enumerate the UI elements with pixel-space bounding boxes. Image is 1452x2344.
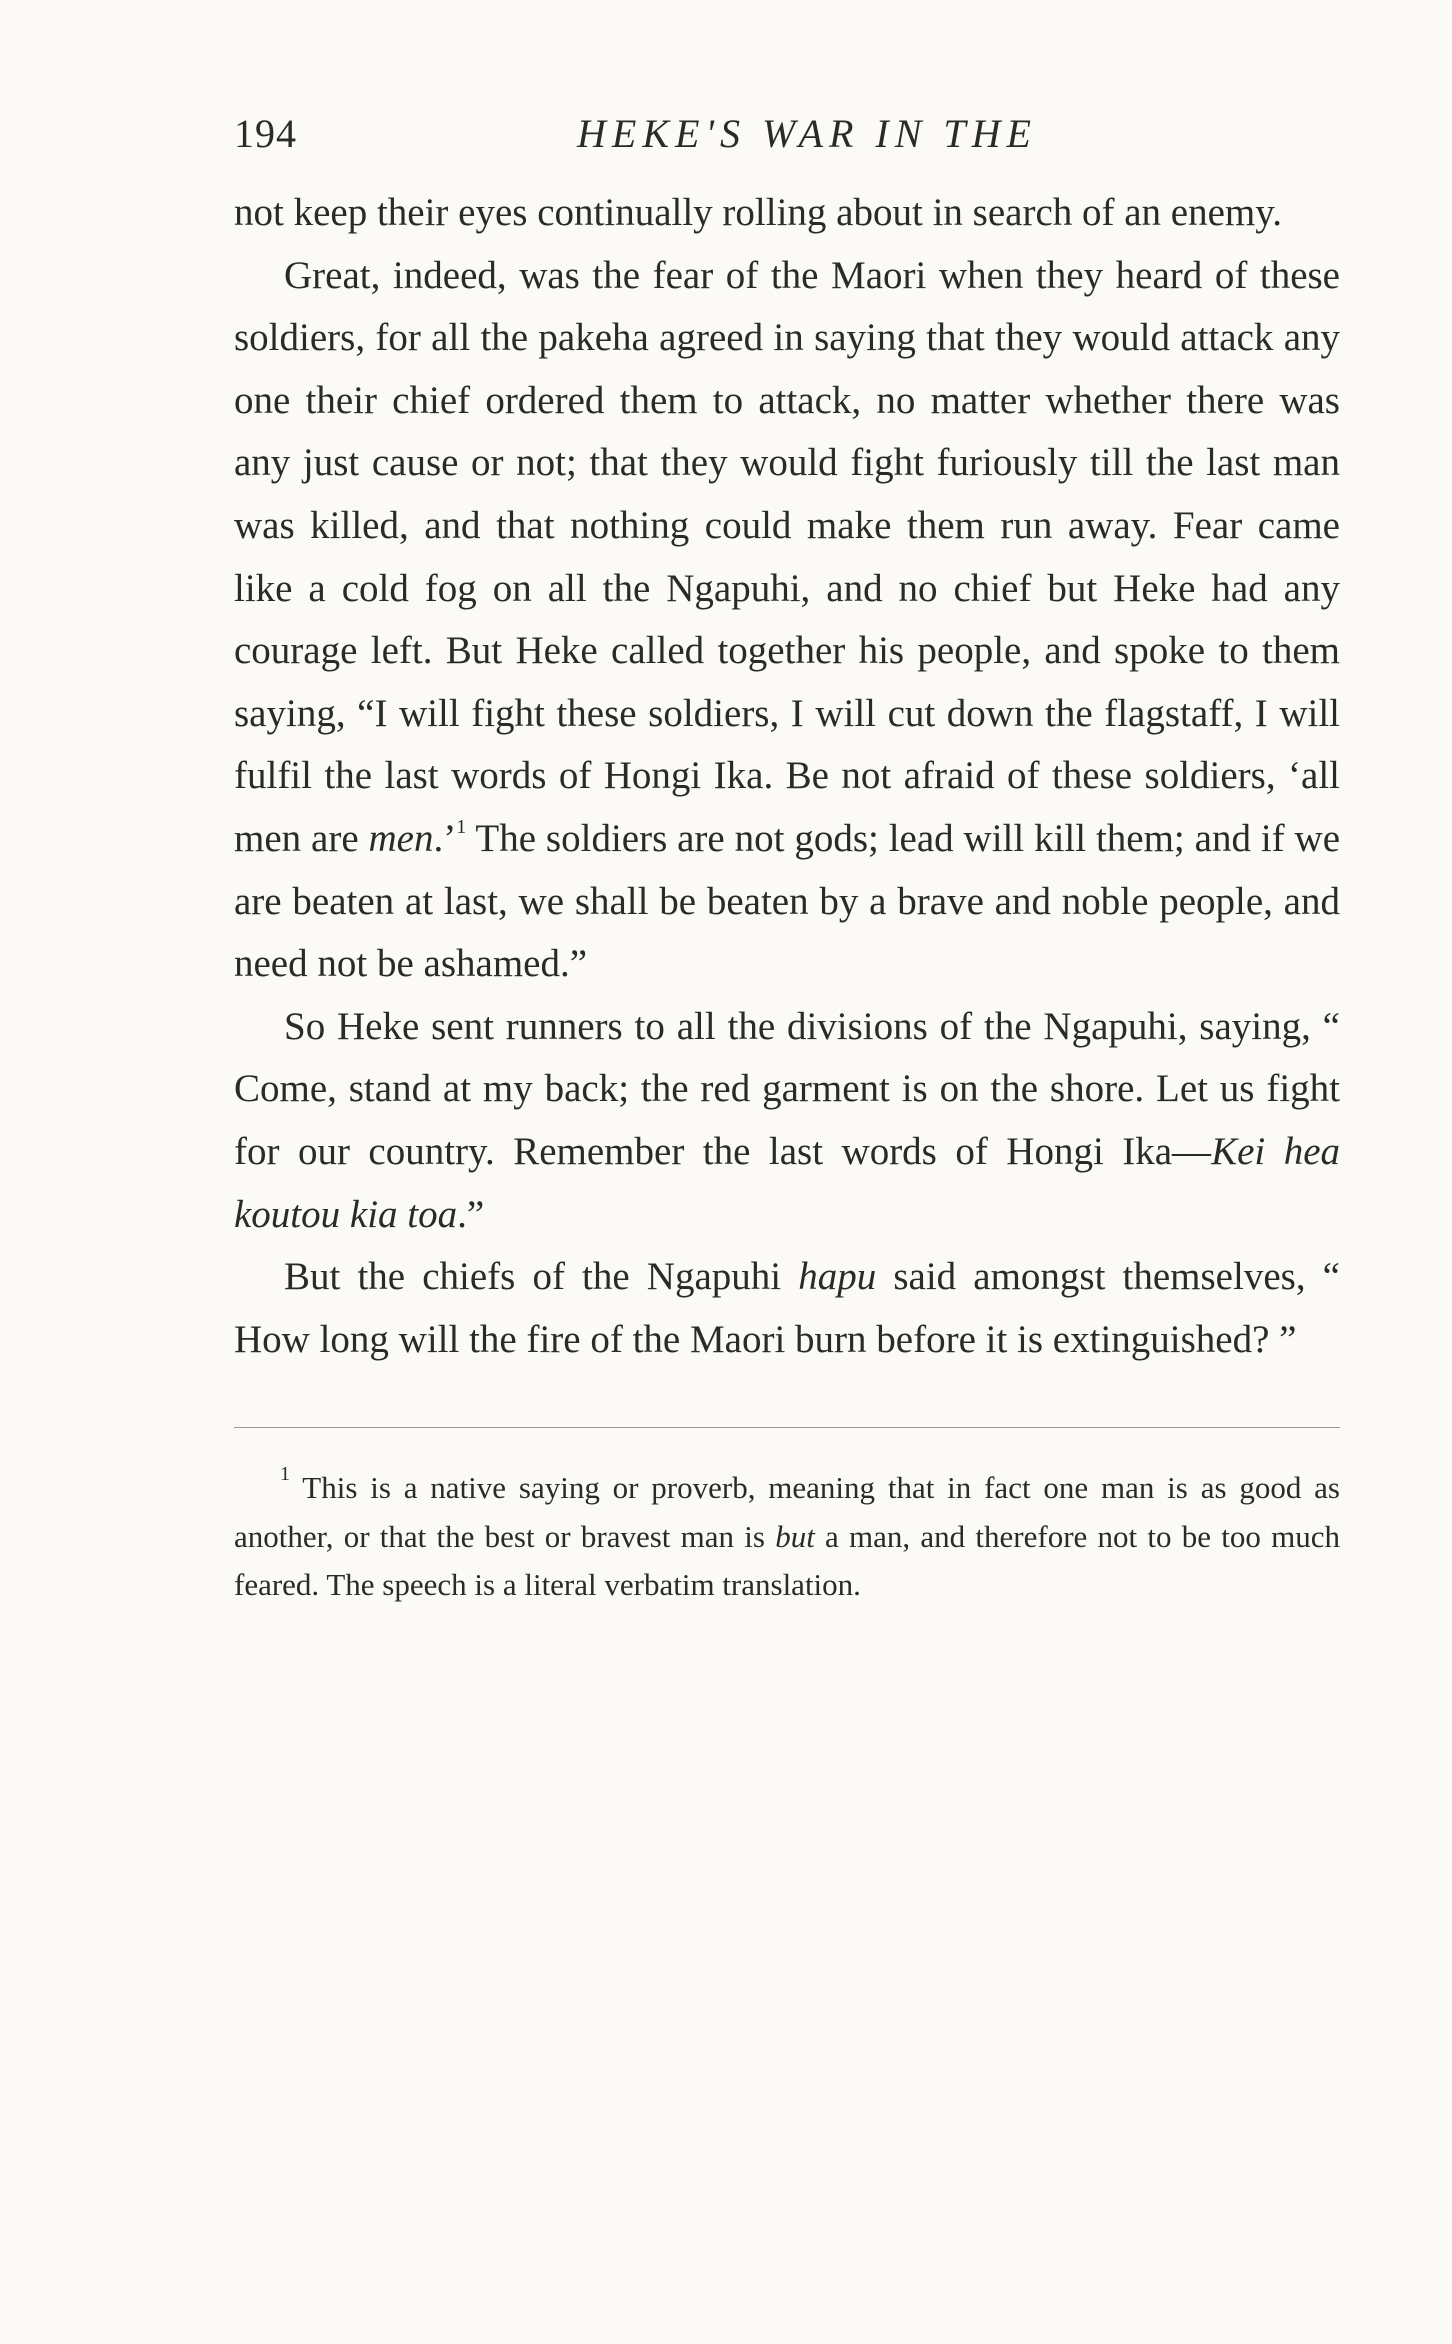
footnote xyxy=(234,1464,1340,1610)
paragraph-text: said amongst themselves, “ How long will the fire of the Maori burn before it is extinguished? ” xyxy=(234,1255,1340,1361)
footnote-text: a man, and therefore not to be too much feared. The speech is a literal verbatim translation. xyxy=(234,1518,1340,1603)
italic-text: Kei hea koutou kia toa xyxy=(234,1129,1340,1236)
paragraph-text: The soldiers are not gods; lead will kill them; and if we are beaten at last, we shall be beaten by a brave and noble people, and need not be ashamed.” xyxy=(234,816,1340,986)
paragraph-text: not keep their eyes continually rolling about in search of an enemy. xyxy=(234,191,1282,234)
paragraph-text: But the chiefs of the Ngapuhi xyxy=(284,1255,799,1299)
italic-text: men xyxy=(368,816,434,860)
paragraph xyxy=(234,1246,1340,1371)
paragraph-text: .’ xyxy=(433,816,457,860)
paragraph xyxy=(234,996,1340,1246)
italic-text: but xyxy=(775,1518,815,1554)
body-text xyxy=(234,182,1340,1371)
footnote-divider xyxy=(234,1427,1340,1428)
paragraph-text: So Heke sent runners to all the divisions of the Ngapuhi, saying, “ Come, stand at my back; the red garment is on the shore. Let us fight for our country. Remember the last words of Hongi Ika— xyxy=(234,1004,1340,1173)
running-head xyxy=(234,100,1340,160)
footnote-marker: 1 xyxy=(280,1463,290,1486)
paragraph-text: Great, indeed, was the fear of the Maori when they heard of these soldiers, for all the pakeha agreed in saying that they would attack any one their chief ordered them to attack, no matter whether there was any just cause or not; that they would fight furiously till the last man was killed, and that nothing could make them run away. Fear came like a cold fog on all the Ngapuhi, and no chief but Heke had any courage left. But Heke called together his people, and spoke to them saying, “I will fight these soldiers, I will cut down the flagstaff, I will fulfil the last words of Hongi Ika. Be not afraid of these soldiers, ‘all men are xyxy=(234,253,1340,860)
paragraph xyxy=(234,182,1340,245)
page-number: 194 xyxy=(234,111,297,156)
paragraph xyxy=(234,245,1340,996)
italic-text: hapu xyxy=(798,1255,877,1299)
paragraph-text: .” xyxy=(457,1192,485,1236)
running-title: HEKE'S WAR IN THE xyxy=(577,111,1037,156)
footnote-reference: 1 xyxy=(456,815,467,838)
footnote-text: This is a native saying or proverb, meaning that in fact one man is as good as another, or that the best or bravest man is xyxy=(234,1470,1340,1554)
book-page xyxy=(234,100,1340,1610)
